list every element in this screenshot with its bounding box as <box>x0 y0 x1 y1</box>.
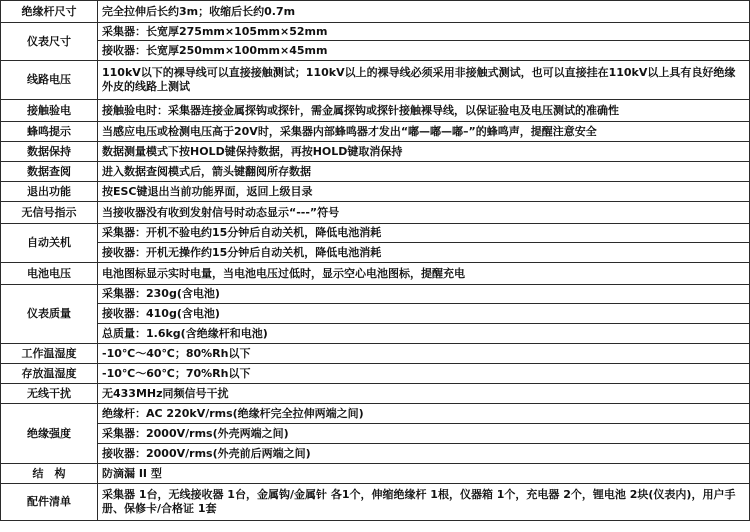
row-value: 采集器：开机不验电约15分钟后自动关机，降低电池消耗 <box>98 224 750 243</box>
spec-row-weight-receiver <box>1 304 750 324</box>
row-value: 无433MHz同频信号干扰 <box>98 384 750 404</box>
row-value: 数据测量模式下按HOLD键保持数据，再按HOLD键取消保持 <box>98 142 750 162</box>
spec-row-auto-off-receiver <box>1 243 750 263</box>
spec-row-battery <box>1 263 750 285</box>
spec-row-weight-total <box>1 324 750 344</box>
spec-row-structure <box>1 464 750 484</box>
spec-row-accessories <box>1 484 750 521</box>
row-value: -10℃～40℃；80%Rh以下 <box>98 344 750 364</box>
row-label: 工作温湿度 <box>1 344 98 364</box>
row-value: 接收器：长宽厚250mm×100mm×45mm <box>98 41 750 61</box>
spec-row-exit <box>1 182 750 202</box>
row-value: 当感应电压或检测电压高于20V时，采集器内部蜂鸣器才发出“嘟—嘟—嘟–”的蜂鸣声，提醒注意安全 <box>98 122 750 142</box>
row-value: 接收器：2000V/rms(外壳前后两端之间) <box>98 444 750 464</box>
row-label: 自动关机 <box>1 224 98 263</box>
spec-row-data-review <box>1 162 750 182</box>
row-label: 无信号指示 <box>1 202 98 224</box>
row-label: 配件清单 <box>1 484 98 521</box>
row-label: 存放温湿度 <box>1 364 98 384</box>
row-value: 总质量：1.6kg(含绝缘杆和电池) <box>98 324 750 344</box>
spec-row-insulating-rod-size <box>1 1 750 23</box>
row-label: 绝缘强度 <box>1 404 98 464</box>
spec-row-auto-off <box>1 224 750 243</box>
row-value: 按ESC键退出当前功能界面，返回上级目录 <box>98 182 750 202</box>
row-value: 进入数据查阅模式后，箭头键翻阅所存数据 <box>98 162 750 182</box>
row-value: 采集器：230g(含电池) <box>98 285 750 304</box>
row-value: -10℃～60℃；70%Rh以下 <box>98 364 750 384</box>
spec-row-line-voltage <box>1 61 750 100</box>
spec-row-instrument-size-receiver <box>1 41 750 61</box>
row-label: 蜂鸣提示 <box>1 122 98 142</box>
row-label: 接触验电 <box>1 100 98 122</box>
row-value: 采集器：长宽厚275mm×105mm×52mm <box>98 23 750 41</box>
spec-row-instrument-size <box>1 23 750 41</box>
row-label: 无线干扰 <box>1 384 98 404</box>
row-label: 绝缘杆尺寸 <box>1 1 98 23</box>
spec-row-insulation-collector <box>1 424 750 444</box>
row-label: 线路电压 <box>1 61 98 100</box>
row-value: 采集器 1台，无线接收器 1台，金属钩/金属针 各1个，伸缩绝缘杆 1根，仪器箱 1个，充电器 2个，锂电池 2块(仪表内)，用户手册、保修卡/合格证 1套 <box>98 484 750 521</box>
row-value: 采集器：2000V/rms(外壳两端之间) <box>98 424 750 444</box>
row-value: 接收器：开机无操作约15分钟后自动关机，降低电池消耗 <box>98 243 750 263</box>
row-value: 接收器：410g(含电池) <box>98 304 750 324</box>
spec-row-data-hold <box>1 142 750 162</box>
row-label: 仪表尺寸 <box>1 23 98 61</box>
spec-row-insulation <box>1 404 750 424</box>
row-value: 电池图标显示实时电量，当电池电压过低时，显示空心电池图标，提醒充电 <box>98 263 750 285</box>
row-value: 防滴漏 II 型 <box>98 464 750 484</box>
row-label: 仪表质量 <box>1 285 98 344</box>
spec-row-wireless-interference <box>1 384 750 404</box>
row-label: 数据保持 <box>1 142 98 162</box>
row-label: 结 构 <box>1 464 98 484</box>
row-value: 当接收器没有收到发射信号时动态显示“---”符号 <box>98 202 750 224</box>
spec-row-operating-env <box>1 344 750 364</box>
spec-row-weight <box>1 285 750 304</box>
spec-row-contact-test <box>1 100 750 122</box>
row-label: 电池电压 <box>1 263 98 285</box>
row-value: 110kV以下的裸导线可以直接接触测试；110kV以上的裸导线必须采用非接触式测试，也可以直接挂在110kV以上具有良好绝缘外皮的线路上测试 <box>98 61 750 100</box>
row-label: 数据查阅 <box>1 162 98 182</box>
spec-row-buzzer <box>1 122 750 142</box>
row-value: 完全拉伸后长约3m；收缩后长约0.7m <box>98 1 750 23</box>
spec-row-storage-env <box>1 364 750 384</box>
spec-row-no-signal <box>1 202 750 224</box>
row-label: 退出功能 <box>1 182 98 202</box>
row-value: 绝缘杆：AC 220kV/rms(绝缘杆完全拉伸两端之间) <box>98 404 750 424</box>
spec-row-insulation-receiver <box>1 444 750 464</box>
row-value: 接触验电时：采集器连接金属探钩或探针，需金属探钩或探针接触裸导线，以保证验电及电压测试的准确性 <box>98 100 750 122</box>
